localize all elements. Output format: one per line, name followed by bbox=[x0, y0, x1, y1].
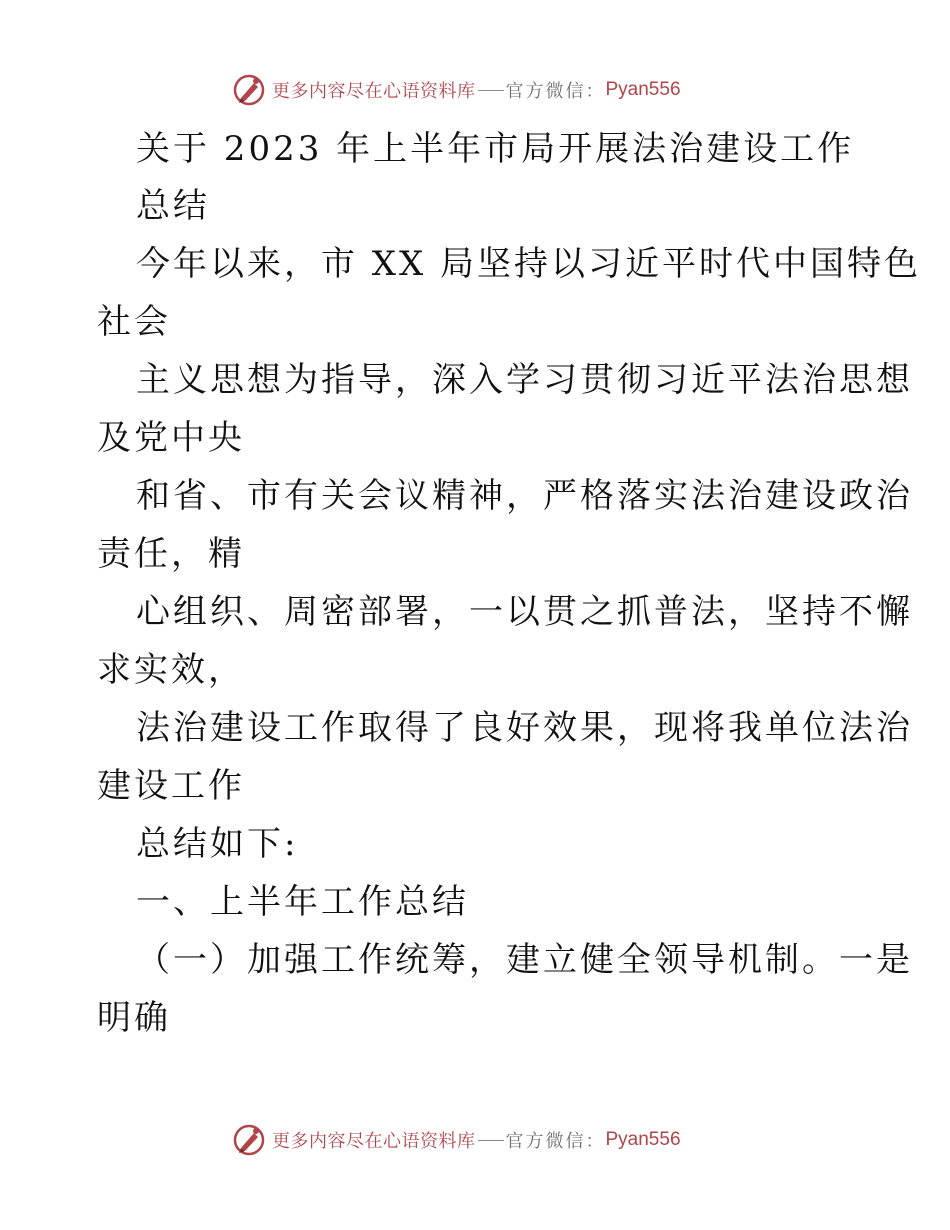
doc-text-line: 法治建设工作取得了良好效果，现将我单位法治 bbox=[136, 708, 913, 748]
doc-text-line: 责任，精 bbox=[97, 534, 245, 574]
pen-logo-icon bbox=[232, 1123, 266, 1157]
banner-tagline: 更多内容尽在心语资料库 bbox=[272, 81, 476, 102]
pen-logo-icon bbox=[232, 73, 266, 107]
doc-text-line: 求实效， bbox=[97, 650, 245, 690]
header-banner bbox=[232, 72, 681, 108]
doc-text-line: 心组织、周密部署，一以贯之抓普法，坚持不懈 bbox=[136, 592, 913, 632]
banner-dash bbox=[478, 90, 504, 91]
doc-title-line-2: 总结 bbox=[136, 186, 210, 226]
doc-text-line: 总结如下: bbox=[136, 824, 299, 864]
doc-text-line: 及党中央 bbox=[97, 418, 245, 458]
doc-text-line: 主义思想为指导，深入学习贯彻习近平法治思想 bbox=[136, 360, 913, 400]
banner-wechat-label: 官方微信： bbox=[505, 81, 606, 102]
doc-title-line-1: 关于 2023 年上半年市局开展法治建设工作 bbox=[136, 129, 855, 169]
footer-banner bbox=[232, 1122, 681, 1158]
doc-text-line: 社会 bbox=[97, 302, 171, 342]
banner-wechat-id: Pyan556 bbox=[605, 79, 681, 100]
doc-text-line: 和省、市有关会议精神，严格落实法治建设政治 bbox=[136, 476, 913, 516]
banner-wechat-id: Pyan556 bbox=[605, 1129, 681, 1150]
doc-text-line: （一）加强工作统筹，建立健全领导机制。一是 bbox=[136, 940, 913, 980]
banner-dash bbox=[478, 1140, 504, 1141]
section-heading: 一、上半年工作总结 bbox=[136, 882, 469, 922]
banner-tagline: 更多内容尽在心语资料库 bbox=[272, 1131, 476, 1152]
doc-text-line: 建设工作 bbox=[97, 766, 245, 806]
doc-text-line: 今年以来，市 XX 局坚持以习近平时代中国特色 bbox=[136, 244, 922, 284]
banner-wechat-label: 官方微信： bbox=[505, 1131, 606, 1152]
doc-text-line: 明确 bbox=[97, 998, 171, 1038]
